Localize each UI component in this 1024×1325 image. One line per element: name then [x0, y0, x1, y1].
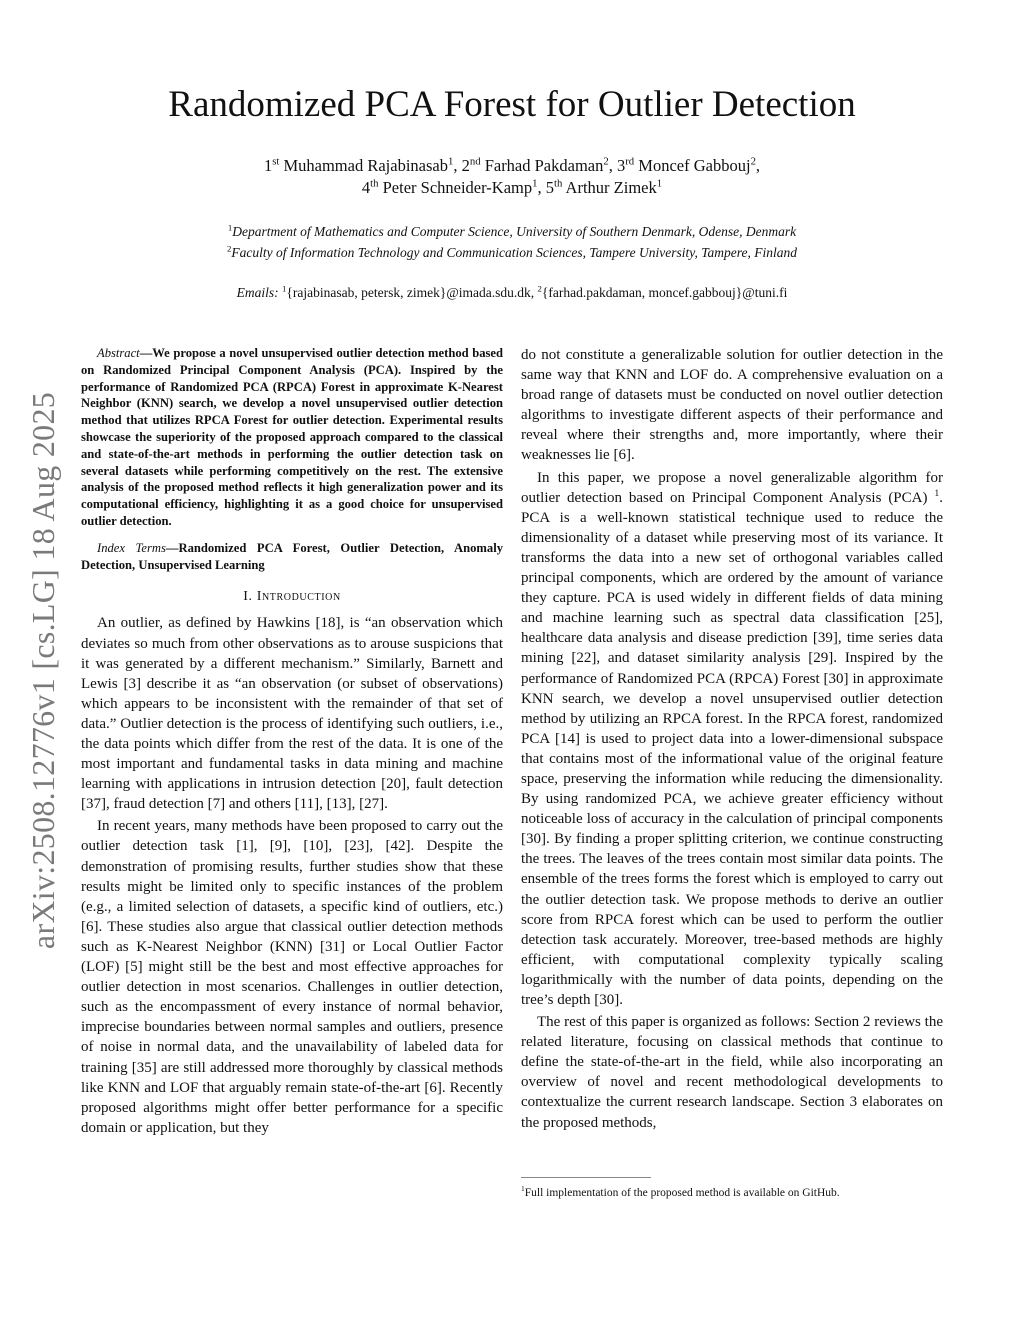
author-ordinal: 3	[616, 156, 626, 175]
index-terms-text: —Randomized PCA Forest, Outlier Detection, Anomaly Detection, Unsupervised Learning	[81, 540, 503, 572]
author-ordinal: 1	[263, 156, 273, 175]
arxiv-identifier: arXiv:2508.12776v1 [cs.LG] 18 Aug 2025	[25, 391, 62, 949]
intro-paragraph-3: In this paper, we propose a novel generalizable algorithm for outlier detection based on Principal Component Analysis (PCA) $^1$. PCA is a well-known statistical technique used to reduce the dimensionality of a dataset while preserving most of its variance. It transforms the data into a new set of orthogonal variables called principal components, which are ordered by the amount of variance they capture. PCA is used widely in different fields of data mining and machine learning such as spectral data classification [25], healthcare data analysis and disease prediction [39], time series data mining [22], and dataset similarity analysis [29]. Inspired by the performance of Randomized PCA (RPCA) Forest [30] in approximate KNN search, we develop a novel unsupervised outlier detection method by utilizing an RPCA forest. In the RPCA forest, randomized PCA [14] is used to project data into a lower-dimensional subspace that contains most of the informational value of the original feature space, preserving the information while reducing the dimensionality. By using randomized PCA, we achieve greater efficiency without noticeable loss of accuracy in the calculation of principal components [30]. By finding a proper splitting criterion, we continue constructing the trees. The leaves of the trees contain most similar data points. The ensemble of the trees forms the forest which is employed to carry out the outlier detection task. We propose methods to derive an outlier score from RPCA forest which can be used to perform the outlier detection task accurately. Moreover, tree-based methods are highly efficient, with computational complexity typically scaling logarithmically with the number of data points, depending on the tree’s depth [30].	[521, 469, 944, 1008]
author-name: Farhad Pakdaman	[484, 156, 604, 175]
email-group-2: {farhad.pakdaman, moncef.gabbouj}@tuni.fi	[541, 285, 788, 300]
paper-title: Randomized PCA Forest for Outlier Detection	[168, 84, 856, 125]
author-ordinal: 4	[361, 178, 371, 197]
index-terms	[81, 540, 503, 574]
affiliation-1: $^1$Department of Mathematics and Computer Science, University of Southern Denmark, Odense, Denmark	[227, 222, 797, 239]
intro-paragraph-2: In recent years, many methods have been proposed to carry out the outlier detection task [1], [9], [10], [23], [42]. Despite the demonstration of promising results, further studies show that these results might be limited only to specific instances of the problem (e.g., a limited selection of datasets, a specific kind of outliers, etc.) [6]. These studies also argue that classical outlier detection methods such as K-Nearest Neighbor (KNN) [31] or Local Outlier Factor (LOF) [5] might still be the best and most effective approaches for outlier detection in most scenarios. Challenges in outlier detection, such as the encompassment of every instance of normal behavior, imprecise boundaries between normal samples and outliers, presence of noise in normal data, and the unavailability of labeled data for training [35] are still addressed more thoroughly by classical methods like KNN and LOF that arguably remain state-of-the-art [6]. Recently proposed algorithms might offer better performance for a specific domain or application, but they	[81, 818, 503, 1136]
right-column	[521, 345, 943, 1133]
author-list	[0, 155, 1024, 199]
footnote-divider	[521, 1177, 651, 1178]
author-line-1: 1st Muhammad Rajabinasab$^1$, 2nd Farhad Pakdaman$^2$, 3rd Moncef Gabbouj$^2$,	[263, 155, 761, 175]
intro-paragraph-4: The rest of this paper is organized as follows: Section 2 reviews the related literature, focusing on classical methods that continue to define the state-of-the-art in the field, while also incorporating an overview of novel and recent methodological developments to contextualize the current research landscape. Section 3 elaborates on the proposed methods,	[521, 1014, 943, 1131]
email-line: Emails: $^1${rajabinasab, petersk, zimek}@imada.sdu.dk, $^2${farhad.pakdaman, moncef.gabbouj}@tuni.fi	[236, 283, 788, 300]
abstract	[81, 345, 503, 530]
footnote-marker: 1	[934, 487, 940, 499]
left-column	[81, 345, 503, 1138]
author-name: Peter Schneider-Kamp	[382, 178, 533, 197]
affiliation-2: $^2$Faculty of Information Technology and Communication Sciences, Tampere University, Tampere, Finland	[227, 243, 797, 260]
author-name: Muhammad Rajabinasab	[283, 156, 448, 175]
affiliation-list	[0, 221, 1024, 263]
index-terms-label: Index Terms	[97, 540, 166, 555]
author-name: Moncef Gabbouj	[638, 156, 751, 175]
author-ordinal: 5	[545, 178, 554, 197]
email-group-1: {rajabinasab, petersk, zimek}@imada.sdu.dk,	[286, 285, 535, 300]
author-line-2: 4th Peter Schneider-Kamp$^1$, 5th Arthur Zimek$^1$	[361, 177, 663, 197]
email-label: Emails:	[236, 285, 279, 300]
footnote: $^1$Full implementation of the proposed method is available on GitHub.	[521, 1184, 840, 1199]
intro-paragraph-continued: do not constitute a generalizable solution for outlier detection in the same way that KNN and LOF do. A comprehensive evaluation on a broad range of datasets must be conducted on novel outlier detection algorithms to investigate different aspects of their performance and reveal where their strengths and, more importantly, where their weaknesses lie [6].	[521, 347, 943, 464]
abstract-label: Abstract	[97, 346, 140, 360]
arxiv-sidebar-stamp	[14, 370, 74, 970]
section-heading-introduction: I. Introduction	[243, 589, 341, 605]
author-ordinal: 2	[461, 156, 470, 175]
author-name: Arthur Zimek	[565, 178, 657, 197]
abstract-text: —We propose a novel unsupervised outlier detection method based on Randomized Principal Component Analysis (PCA). Inspired by the performance of Randomized PCA (RPCA) Forest in approximate K-Nearest Neighbor (KNN) search, we develop a novel unsupervised outlier detection method that utilizes RPCA Forest for outlier detection. Experimental results showcase the superiority of the proposed approach compared to the classical and state-of-the-art methods in performing the outlier detection task on several datasets while performing competitively on the rest. The extensive analysis of the proposed method reflects it high generalization power and its computational efficiency, highlighting it as a good choice for unsupervised outlier detection.	[81, 346, 503, 528]
footnote-text: Full implementation of the proposed method is available on GitHub.	[524, 1187, 840, 1199]
intro-paragraph-1: An outlier, as defined by Hawkins [18], is “an observation which deviates so much from other observations as to arouse suspicions that it was generated by a different mechanism.” Similarly, Barnett and Lewis [3] describe it as “an observation (or subset of observations) which appears to be inconsistent with the remainder of that set of data.” Outlier detection is the process of identifying such outliers, i.e., the data points which differ from the rest of the data. It is one of the most important and fundamental tasks in data mining and machine learning with applications in intrusion detection [20], fault detection [37], fraud detection [7] and others [11], [13], [27].	[81, 615, 503, 813]
